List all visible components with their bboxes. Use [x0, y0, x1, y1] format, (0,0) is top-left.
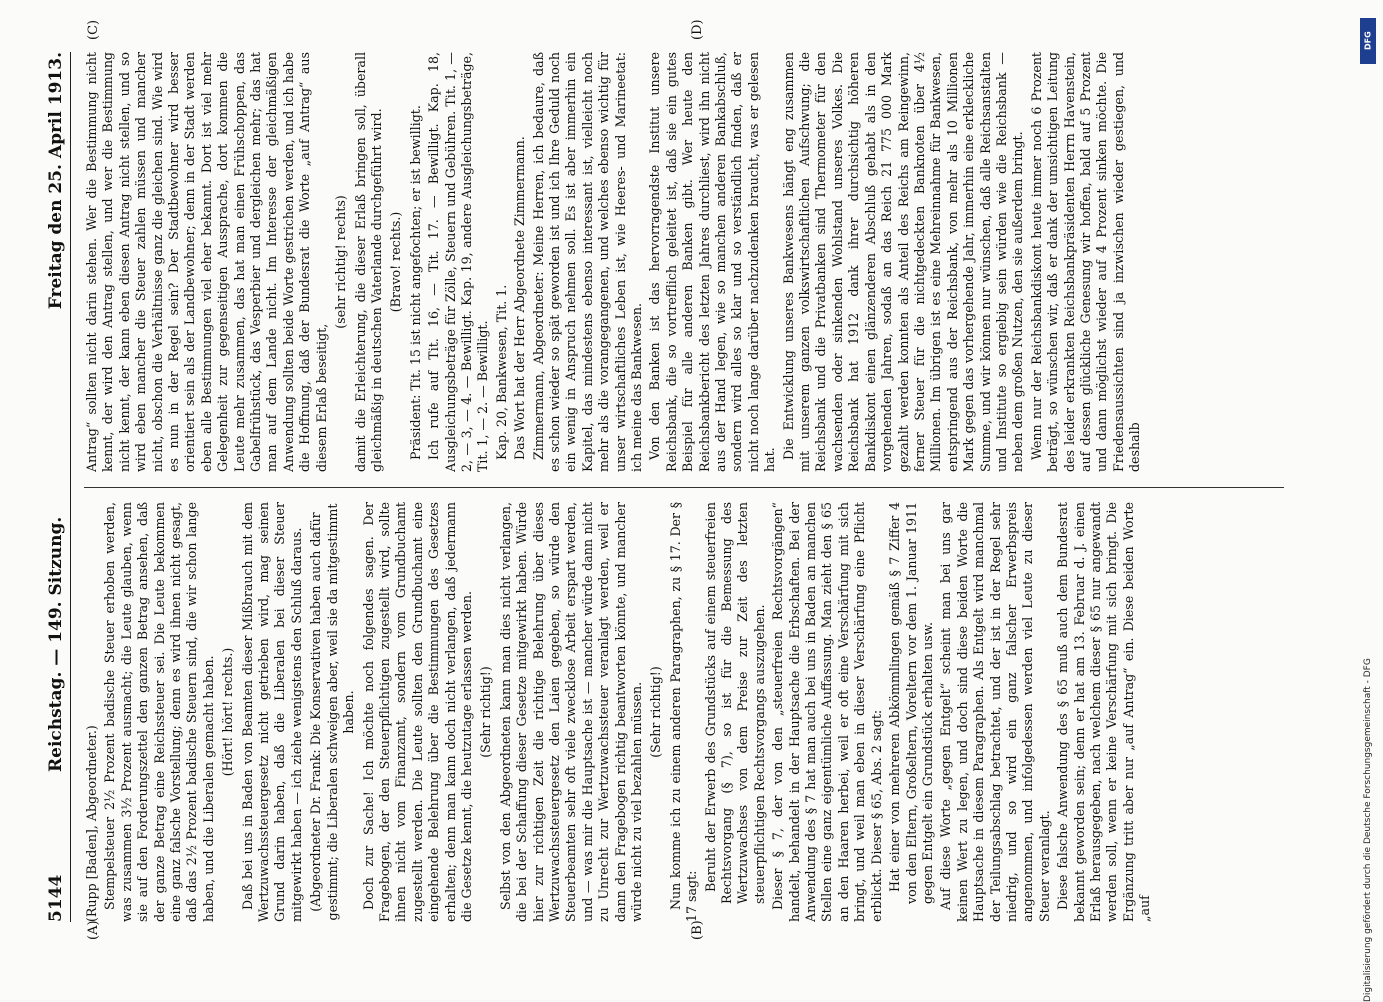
interjection: (Sehr richtig!) — [648, 666, 664, 758]
paragraph: Daß bei uns in Baden von Beamten dieser Mißbrauch mit dem Wertzuwachssteuergesetz nicht getrieben wird, mag seinen Grund darin haben, daß die Liberalen bei dieser Steuer mitgewirkt haben — ich ziehe wenigstens den Schluß daraus. — [239, 502, 304, 922]
paragraph: Selbst von den Abgeordneten kann man dies nicht verlangen, die bei der Schaffung dieser Gesetze mitgewirkt haben. Würde hier zur richtigen Zeit die richtige Belehrung über dieses Wertzuwachssteuergesetz den Laien gegeben, so würde den Steuerbeamten sehr oft viele zwecklose Arbeit erspart werden, und — was mir die Hauptsache ist — mancher würde dann nicht zu Unrecht zur Wertzuwachssteuer veranlagt werden, weil er dann den Fragebogen richtig beantworten könnte, und mancher würde nicht zu viel bezahlen müssen. — [497, 502, 644, 922]
interjection: (Hört! hört! rechts.) — [220, 647, 236, 777]
interjection: (sehr richtig! rechts) — [333, 195, 349, 329]
paragraph: Stempelsteuer 2½ Prozent badische Steuer erhoben werden, was zusammen 3½ Prozent ausmacht; die Leute glauben, wenn sie auf den Forderungszettel den ganzen Betrag ansehen, daß der ganze Betrag eine Reichssteuer sei. Die Leute bekommen eine ganz falsche Vorstellung; denn es wird ihnen nicht gesagt, daß das 2½ Prozent badische Steuern sind, die wir schon lange haben, und die Liberalen gemacht haben. — [102, 502, 216, 922]
interjection: (Sehr richtig!) — [478, 666, 494, 758]
paragraph: Antrag“ sollten nicht darin stehen. Wer die Bestimmung nicht kennt, der wird den Antrag stellen, und wer die Bestimmung nicht kennt, der kann eben diesen Antrag nicht stellen, und so wird eben mancher die Steuer zahlen müssen und mancher nicht, obschon die Verhältnisse ganz die gleichen sind. Wie wird es nun in der Regel sein? Der Stadtbewohner wird besser orientiert sein als der Landbewohner; denn in der Stadt werden eben alle Bestimmungen viel eher bekannt. Dort ist viel mehr Gelegenheit zur gegenseitigen Aussprache, dort kommen die Leute mehr zusammen, das hat man einen Frühschoppen, das Gabelfrühstück, das Vesperbier und dergleichen mehr; das hat man auf dem Lande nicht. Im Interesse der gleichmäßigen Anwendung sollten beide Worte gestrichen werden, und ich habe die Hoffnung, daß der Bundesrat die Worte „auf Antrag“ aus diesem Erlaß beseitigt, — [84, 52, 329, 472]
margin-mark-c: (C) — [86, 19, 101, 40]
right-column — [84, 52, 1284, 472]
paragraph: Die Entwicklung unseres Bankwesens hängt eng zusammen mit unserem ganzen volkswirtschaftlichen Aufschwung; die Reichsbank und die Privatbanken sind Thermometer für den wachsenden oder sinkenden Wohlstand unseres Volkes. Die Reichsbank hat 1912 dank ihrer durchsichtig höheren Bankdiskont einen glänzenderen Abschluß gehabt als in den vorgehenden Jahren, sodaß an das Reich 21 775 000 Mark gezahlt werden konnten als Anteil des Reichs am Reingewinn, ferner Steuer für die nichtgedeckten Banknoten über 4½ Millionen. Im übrigen ist es eine Mehreinnahme für Bankwesen, entspringend aus der Reichsbank, von mehr als 10 Millionen Mark gegen das vorhergehende Jahr, immerhin eine erkleckliche Summe, und wir können nur wünschen, daß alle Reichsanstalten und Institute so ergiebig sein würden wie die Reichsbank — neben dem großen Nutzen, den sie außerdem bringt. — [780, 52, 1026, 472]
paragraph: Nun komme ich zu einem anderen Paragraphen, zu § 17. Der § 17 sagt: — [667, 502, 700, 922]
page-number: 5144 — [46, 874, 66, 922]
quoted-law: Beruht der Erwerb des Grundstücks auf einem steuerfreien Rechtsvorgang (§ 7), so ist für die Bemessung des Wertzuwachses von dem Preise zur Zeit des letzten steuerpflichtigen Rechtsvorgangs auszugehen. — [702, 502, 767, 904]
paragraph: Dieser § 7, der von den „steuerfreien Rechtsvorgängen“ handelt, behandelt in der Hauptsache die Erbschaften. Bei der Anwendung des § 7 hat man auch bei uns in Baden an manchen Stellen eine ganz eigentümliche Auffassung. Man zieht den § 65 an den Haaren herbei, weil er oft eine Verschärfung mit sich bringt, und weil man eben in dieser Verschärfung eine Pflicht erblickt. Dieser § 65, Abs. 2 sagt: — [770, 502, 884, 922]
paragraph: Auf diese Worte „gegen Entgelt“ scheint man bei uns gar keinen Wert zu legen, und doch sind diese beiden Worte die Hauptsache in diesem Paragraphen. Als Entgelt wird manchmal der Teilungsabschlag betrachtet, und der ist in der Regel sehr niedrig, und so wird ein ganz falscher Erwerbspreis angenommen, und infolgedessen werden viel Leute zu dieser Steuer veranlagt. — [938, 502, 1052, 922]
paragraph: damit die Erleichterung, die dieser Erlaß bringen soll, überall gleichmäßig in deutschen Vaterlande durchgeführt wird. — [352, 52, 384, 472]
president-statement: Präsident: Tit. 15 ist nicht angefochten; er ist bewilligt. — [407, 105, 423, 460]
margin-mark-d: (D) — [690, 19, 705, 40]
column-divider — [84, 487, 1284, 488]
left-column — [84, 502, 1284, 922]
margin-mark-a: (A) — [86, 920, 101, 940]
interjection: (Abgeordneter Dr. Frank: Die Konservativen haben auch dafür gestimmt; die Liberalen schweigen aber, weil sie da mitgestimmt haben. — [308, 503, 357, 921]
paragraph: Das Wort hat der Herr Abgeordnete Zimmermann. — [512, 136, 528, 460]
paragraph: Wenn nur der Reichsbankdiskont heute immer noch 6 Prozent beträgt, so wünschen wir, daß er dank der umsichtigen Leitung des leider erkrankten Reichsbankpräsidenten Herrn Havenstein, auf dessen glückliche Genesung wir hoffen, bald auf 5 Prozent und dann möglichst wieder auf 4 Prozent sinken möchte. Die Friedensaussichten sind ja inzwischen wieder gestiegen, und deshalb — [1028, 52, 1143, 472]
paragraph: Doch zur Sache! Ich möchte noch folgendes sagen. Der Fragebogen, der den Steuerpflichtigen zugestellt wird, sollte ihnen nicht vom Finanzamt, sondern vom Grundbuchamt zugestellt werden. Die Leute sollten den Grundbuchamt eine eingehende Belehrung über die Bestimmungen des Gesetzes erhalten; denn man kann doch nicht verlangen, daß jedermann die Gesetze kennt, die heutzutage erlassen werden. — [360, 502, 474, 922]
dfg-logo: DFG — [1360, 18, 1376, 64]
paragraph: Kap. 20, Bankwesen, Tit. 1. — [493, 284, 509, 460]
paragraph: Von den Banken ist das hervorragendste Institut unsere Reichsbank, die so vortrefflich geleitet ist, daß sie ein gutes Beispiel für alle anderen Banken gibt. Wer heute den Reichsbankbericht des letzten Jahres durchliest, wird ihn nicht aus der Hand legen, wie so manchen anderen Bankabschluß, sondern wird alles so klar und so verständlich finden, daß er nicht noch lange darüber nachzudenken braucht, was er gelesen hat. — [647, 52, 778, 472]
quoted-law: Hat einer von mehreren Abkömmlingen gemäß § 7 Ziffer 4 von den Eltern, Großeltern, Voreltern vor dem 1. Januar 1911 gegen Entgelt ein Grundstück erhalten usw. — [887, 502, 935, 904]
digitization-sidebar — [1363, 10, 1379, 1002]
interjection: (Bravo! rechts.) — [388, 211, 404, 313]
page-header — [42, 52, 71, 922]
digitization-credit: Digitalisierung gefördert durch die Deutsche Forschungsgemeinschaft - DFG — [1363, 658, 1373, 1002]
speaker-note: (Rupp [Baden], Abgeordneter.) — [84, 725, 99, 922]
paragraph: Ich rufe auf Tit. 16, — Tit. 17. — Bewilligt. Kap. 18, Ausgleichungsbeträge für Zölle, Steuern und Gebühren. Tit. 1, — 2, — 3, — 4. — Bewilligt. Kap. 19, andere Ausgleichungsbeträge, Tit. 1, — 2. — Bewilligt. — [426, 52, 491, 472]
header-title-right: Freitag den 25. April 1913. — [46, 52, 66, 310]
paragraph: Diese falsche Anwendung des § 65 muß auch dem Bundesrat bekannt geworden sein; denn er hat am 13. Februar d. J. einen Erlaß herausgegeben, nach welchem dieser § 65 nur angewandt werden soll, wenn er keine Verschärfung mit sich bringt. Die Ergänzung tritt aber nur „auf Antrag“ ein. Diese beiden Worte „auf — [1055, 502, 1153, 922]
speaker-statement: Zimmermann, Abgeordneter: Meine Herren, ich bedaure, daß es schon wieder so spät geworden ist und ich Ihre Geduld noch ein wenig in Anspruch nehmen soll. Es ist aber immerhin ein Kapitel, das mindestens ebenso interessant ist, vielleicht noch mehr als die vorangegangenen, und welches ebenso wichtig für unser wirtschaftliches Leben ist, wie Heeres- und Marineetat: ich meine das Bankwesen. — [530, 52, 644, 472]
margin-mark-b: (B) — [690, 920, 705, 940]
header-title-left: Reichstag. — 149. Sitzung. — [46, 516, 66, 772]
